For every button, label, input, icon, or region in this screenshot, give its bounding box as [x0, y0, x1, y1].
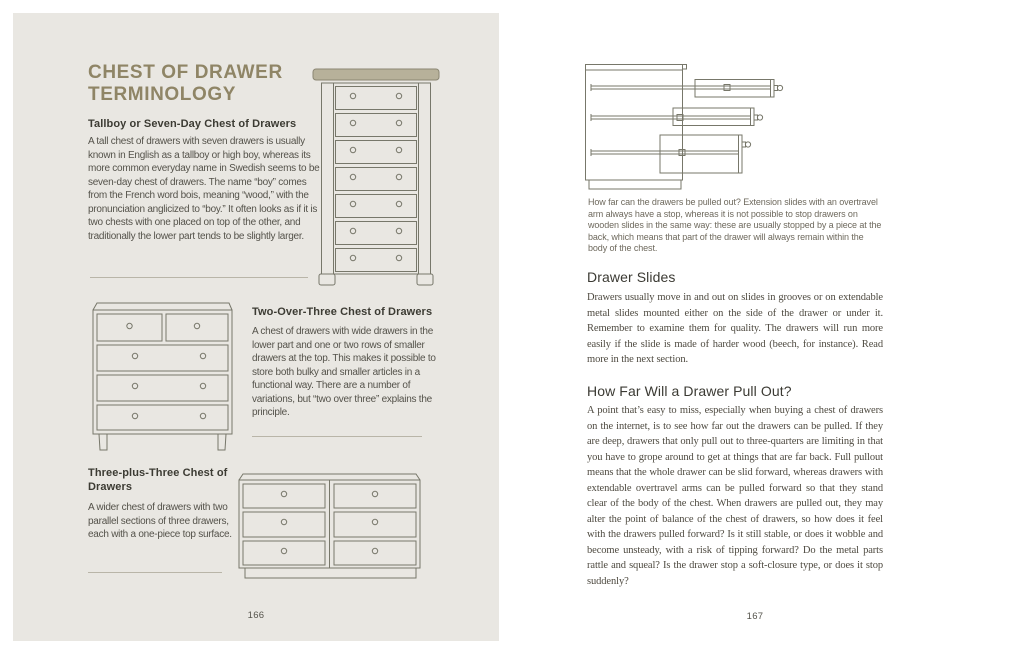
drawer-slides-diagram: [584, 58, 790, 194]
section-body-drawer-slides: Drawers usually move in and out on slides in grooves or on extendable metal slides mounted either on the side of the drawer or under it. Remember to examine them for quality. The drawers will run more easily if the slide is made of harder wood (beech, for instance). Read more in the next section.: [587, 292, 883, 365]
divider: [88, 572, 222, 573]
section-heading-drawer-slides: Drawer Slides: [587, 269, 676, 285]
section-body-tallboy: A tall chest of drawers with seven drawers is usually known in English as a tallboy or high boy, whereas its more common everyday name in Swedish seems to be seven-day chest of drawers. The name “boy” comes from the French word bois, meaning “wood,” with the pronunciation anglicized to “boy.” It often looks as if it is two chests with one placed on top of the other, and traditionally the lower part tends to be slightly larger.: [88, 136, 320, 242]
page-number-left: 166: [247, 610, 265, 621]
section-heading-tallboy: Tallboy or Seven-Day Chest of Drawers: [88, 118, 297, 130]
page-title: CHEST OF DRAWER TERMINOLOGY: [88, 62, 283, 105]
section-body-three-plus-three: A wider chest of drawers with two parallel sections of three drawers, each with a one-piece top surface.: [88, 502, 232, 540]
section-heading-three-plus-three: Three-plus-Three Chest of Drawers: [88, 467, 228, 493]
section-body-pull-out: A point that’s easy to miss, especially when buying a chest of drawers on the internet, is to see how far out the drawers can be pulled. If they are deep, drawers that only pull out to three-quarters are limiting in that you have to grope around to get at things that are far back. Full pullout means that the whole drawer can be slid forward, whereas drawers with extendable overtravel arms can be pulled forward so that they stand clear of the body of the chest. When drawers are pulled out, they may alter the point of balance of the chest of drawers, so how does it feel with the drawers pulled forward? Is it still stable, or does it wobble and become unsteady, with a risk of tipping forward? Do the metal parts rattle and squeal? Is the drawer stop a soft-closure type, or does it stop suddenly?: [587, 405, 883, 587]
section-heading-two-over-three: Two-Over-Three Chest of Drawers: [252, 306, 433, 318]
section-heading-pull-out: How Far Will a Drawer Pull Out?: [587, 383, 792, 399]
three-plus-three-illustration: [237, 463, 422, 585]
figure-caption: How far can the drawers be pulled out? Extension slides with an overtravel arm always have a stop, whereas it is not possible to stop drawers on wooden slides in the same way: these are usually stopped by a piece at the back, which means that part of the drawer will always remain within the body of the chest.: [588, 197, 882, 253]
page-number-right: 167: [746, 611, 764, 622]
divider: [90, 277, 308, 278]
tallboy-illustration: [312, 66, 440, 288]
section-body-two-over-three: A chest of drawers with wide drawers in the lower part and one or two rows of smaller drawers at the top. This makes it possible to store both bulky and smaller articles in a functional way. There are a number of variations, but “two over three” explains the principle.: [252, 326, 436, 418]
divider: [252, 436, 422, 437]
two-over-three-illustration: [90, 293, 235, 453]
